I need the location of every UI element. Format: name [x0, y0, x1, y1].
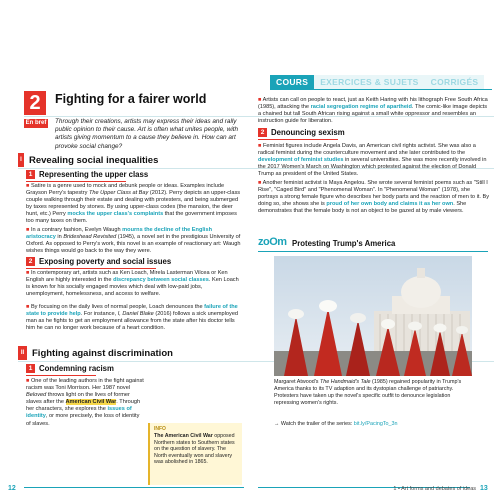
section-tabs — [270, 75, 484, 89]
paragraph: ■ Another feminist activist is Maya Angelou. She wrote several feminist poems such as "Still I Rise", "Caged Bird" and "Phenomenal Woman". In "Phenomenal Woman" (1978), she portrays a strong female figure who describes her body parts and the reaction of men to it. By doing so, she shows she is proud of her own body and claims it as her own. She demonstrates that the female body is not an object to be gazed at by male viewers. — [258, 180, 490, 215]
zoom-logo: zoOm — [258, 236, 287, 248]
subsection-heading — [258, 128, 345, 137]
chapter-intro: Through their creations, artists may express their ideas and rally public opinion to their cause. Art is often what unites people, with artists giving momentum to a cause they believe in. How can art provoke social change? — [55, 118, 239, 150]
bullet-icon: ■ — [26, 270, 30, 276]
paragraph: ■ In contemporary art, artists such as Ken Loach, Mirela Lasterman Vilcea or Ken English are highly interested in the discrepancy between social classes. Ken Loach is known for his socially engaged movies which deal with low-paid jobs, unemployment, homelessness, and access to welfare. — [26, 270, 239, 298]
paragraph: ■ One of the leading authors in the fight against racism was Toni Morrison. Her 1987 novel Beloved throws light on the lives of former slaves after the American Civil War. Through her characters, she explores the issues of identity, or more precisely, the loss of identity of slaves. — [26, 378, 144, 427]
bullet-icon: ■ — [258, 143, 262, 149]
subsection-title: Exposing poverty and social issues — [39, 257, 172, 266]
trailer-url[interactable]: bit.ly/PacingTo_3n — [353, 421, 398, 427]
section-mark: I — [18, 153, 24, 167]
divider — [258, 251, 488, 252]
bullet-icon: ■ — [26, 304, 30, 310]
paragraph: ■ By focusing on the daily lives of normal people, Loach denounces the failure of the state to provide help. For instance, I, Daniel Blake (2016) follows a sick unemployed man as he fights to get an employment allowance from the state after his doctor tells him he can no longer work because of a heart condition. — [26, 304, 239, 332]
subsection-title: Representing the upper class — [39, 170, 149, 179]
bullet-icon: ■ — [258, 97, 262, 103]
protest-photo — [274, 256, 472, 376]
divider — [26, 375, 96, 376]
bullet-icon: ■ — [26, 183, 30, 189]
section-mark: II — [18, 346, 27, 360]
chapter-title: Fighting for a fairer world — [55, 92, 207, 106]
subsection-title: Condemning racism — [39, 364, 114, 373]
tab-corriges[interactable]: CORRIGÉS — [425, 75, 485, 89]
intro-tag: En bref — [25, 120, 47, 126]
paragraph: ■ Artists can call on people to react, just as Keith Haring with his lithograph Free South Africa (1985), attacking the racial segregation regime of apartheid. The comic-like image depicts a chained but tall South African rising against a small white oppressor and resembles an instruction guide for liberation. — [258, 97, 488, 125]
subsection-title: Denouncing sexism — [271, 128, 345, 137]
divider — [26, 181, 126, 182]
subsection-heading — [26, 257, 171, 266]
section-heading — [18, 346, 173, 360]
paragraph: ■ Feminist figures include Angela Davis, an American civil rights activist. She was also a radical feminist during the counterculture movement and she later contributed to the development of feminist studies in several universities. She was more recently involved in the 2017 Women's March on Washington which protested against the election of Donald Trump as president of the United States. — [258, 143, 487, 178]
chapter-number: 2 — [24, 91, 46, 115]
tab-exercices[interactable]: EXERCICES & SUJETS — [314, 75, 424, 89]
section-title: Revealing social inequalities — [29, 154, 159, 166]
bullet-icon: ■ — [26, 378, 30, 384]
subsection-number: 1 — [26, 364, 35, 373]
section-title: Fighting against discrimination — [32, 347, 173, 359]
tab-cours[interactable]: COURS — [270, 75, 314, 89]
photo-caption: Margaret Atwood's The Handmaid's Tale (1985) regained popularity in Trump's America thanks to its TV adaption and its dystopian challenge of patriarchy. Protesters have taken up the novel's specific outfit to denounce legislation repressing women's rights. — [274, 379, 462, 406]
page-number-left: 12 — [8, 485, 16, 492]
divider — [26, 268, 156, 269]
divider — [258, 139, 338, 140]
tab-underline — [270, 89, 492, 90]
protest-photo-illustration — [274, 256, 472, 376]
info-box — [148, 423, 242, 485]
paragraph: ■ In a contrary fashion, Evelyn Waugh mourns the decline of the English aristocracy in Brideshead Revisited (1945), a novel set in the prestigious University of Oxford. As opposed to Perry's work, this novel is an example of reactionary art: Waugh wishes things would go back to the way they were. — [26, 227, 241, 255]
paragraph: ■ Satire is a genre used to mock and debunk people or ideas. Examples include Grayson Perry's tapestry The Upper Class at Bay (2012). Perry depicts an upper-class couple walking through their estate and dealing with protesters, and being submerged by taxes represented by stones. By using upper-class codes (the mansion, the deer hunt, etc.) Perry mocks the upper class's complaints that the government imposes too many taxes on them. — [26, 183, 241, 225]
subsection-number: 2 — [26, 257, 35, 266]
subsection-heading — [26, 364, 114, 373]
section-heading — [18, 153, 158, 167]
page-number-right: 13 — [480, 485, 488, 492]
subsection-number: 2 — [258, 128, 267, 137]
subsection-number: 1 — [26, 170, 35, 179]
info-text: The American Civil War opposed Northern states to Southern states on the question of slavery. The North eventually won and slavery was abolished in 1865. — [154, 433, 235, 466]
zoom-title: Protesting Trump's America — [292, 239, 396, 248]
footer-rule — [24, 487, 244, 488]
bullet-icon: ■ — [26, 227, 30, 233]
subsection-heading — [26, 170, 148, 179]
bullet-icon: ■ — [258, 180, 262, 186]
info-tag: INFO — [154, 426, 166, 432]
trailer-link[interactable]: → Watch the trailer of the series: bit.ly/PacingTo_3n — [274, 421, 398, 427]
footer-chapter: 1 • Art forms and debates of ideas — [393, 486, 476, 492]
